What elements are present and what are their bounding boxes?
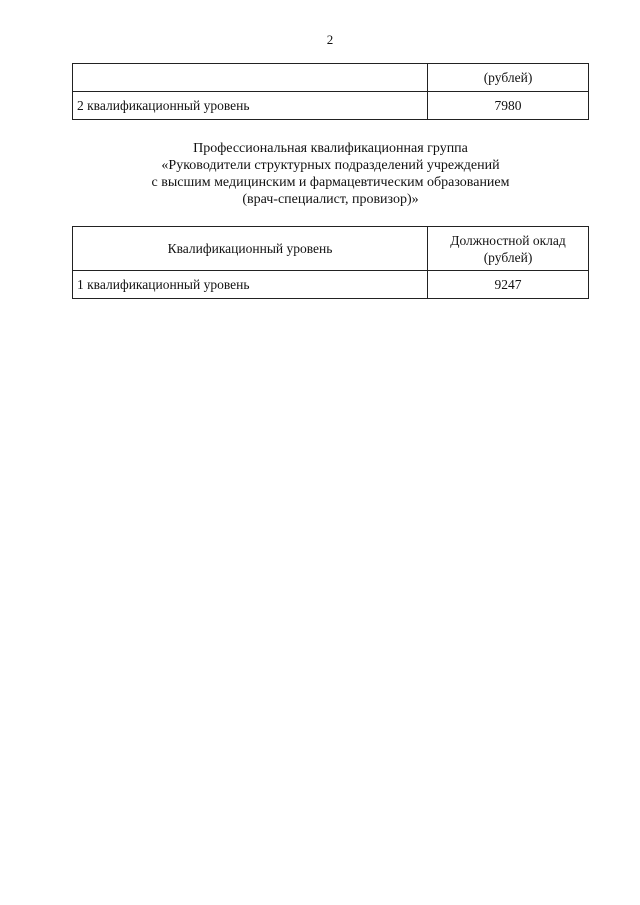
qualification-level-cell: 1 квалификационный уровень (73, 271, 428, 299)
header-cell-level: Квалификационный уровень (73, 227, 428, 271)
page-number: 2 (326, 32, 334, 47)
header-salary-line: Должностной оклад (450, 232, 566, 248)
table-header-row (73, 64, 589, 92)
salary-table-continued (72, 63, 589, 120)
heading-line: с высшим медицинским и фармацевтическим образованием (151, 175, 510, 190)
salary-cell: 9247 (428, 271, 589, 299)
heading-line: Профессиональная квалификационная группа (193, 141, 468, 156)
table-row (73, 271, 589, 299)
header-cell-unit: (рублей) (428, 64, 589, 92)
qualification-level-cell: 2 квалификационный уровень (73, 92, 428, 120)
qualification-group-heading (72, 140, 589, 208)
heading-line: (врач-специалист, провизор)» (242, 192, 419, 207)
salary-table (72, 226, 589, 299)
header-cell-empty (73, 64, 428, 92)
header-cell-salary (428, 227, 589, 271)
table-header-row (73, 227, 589, 271)
header-unit-line: (рублей) (483, 249, 533, 265)
heading-line: «Руководители структурных подразделений учреждений (161, 158, 500, 173)
table-row (73, 92, 589, 120)
salary-cell: 7980 (428, 92, 589, 120)
